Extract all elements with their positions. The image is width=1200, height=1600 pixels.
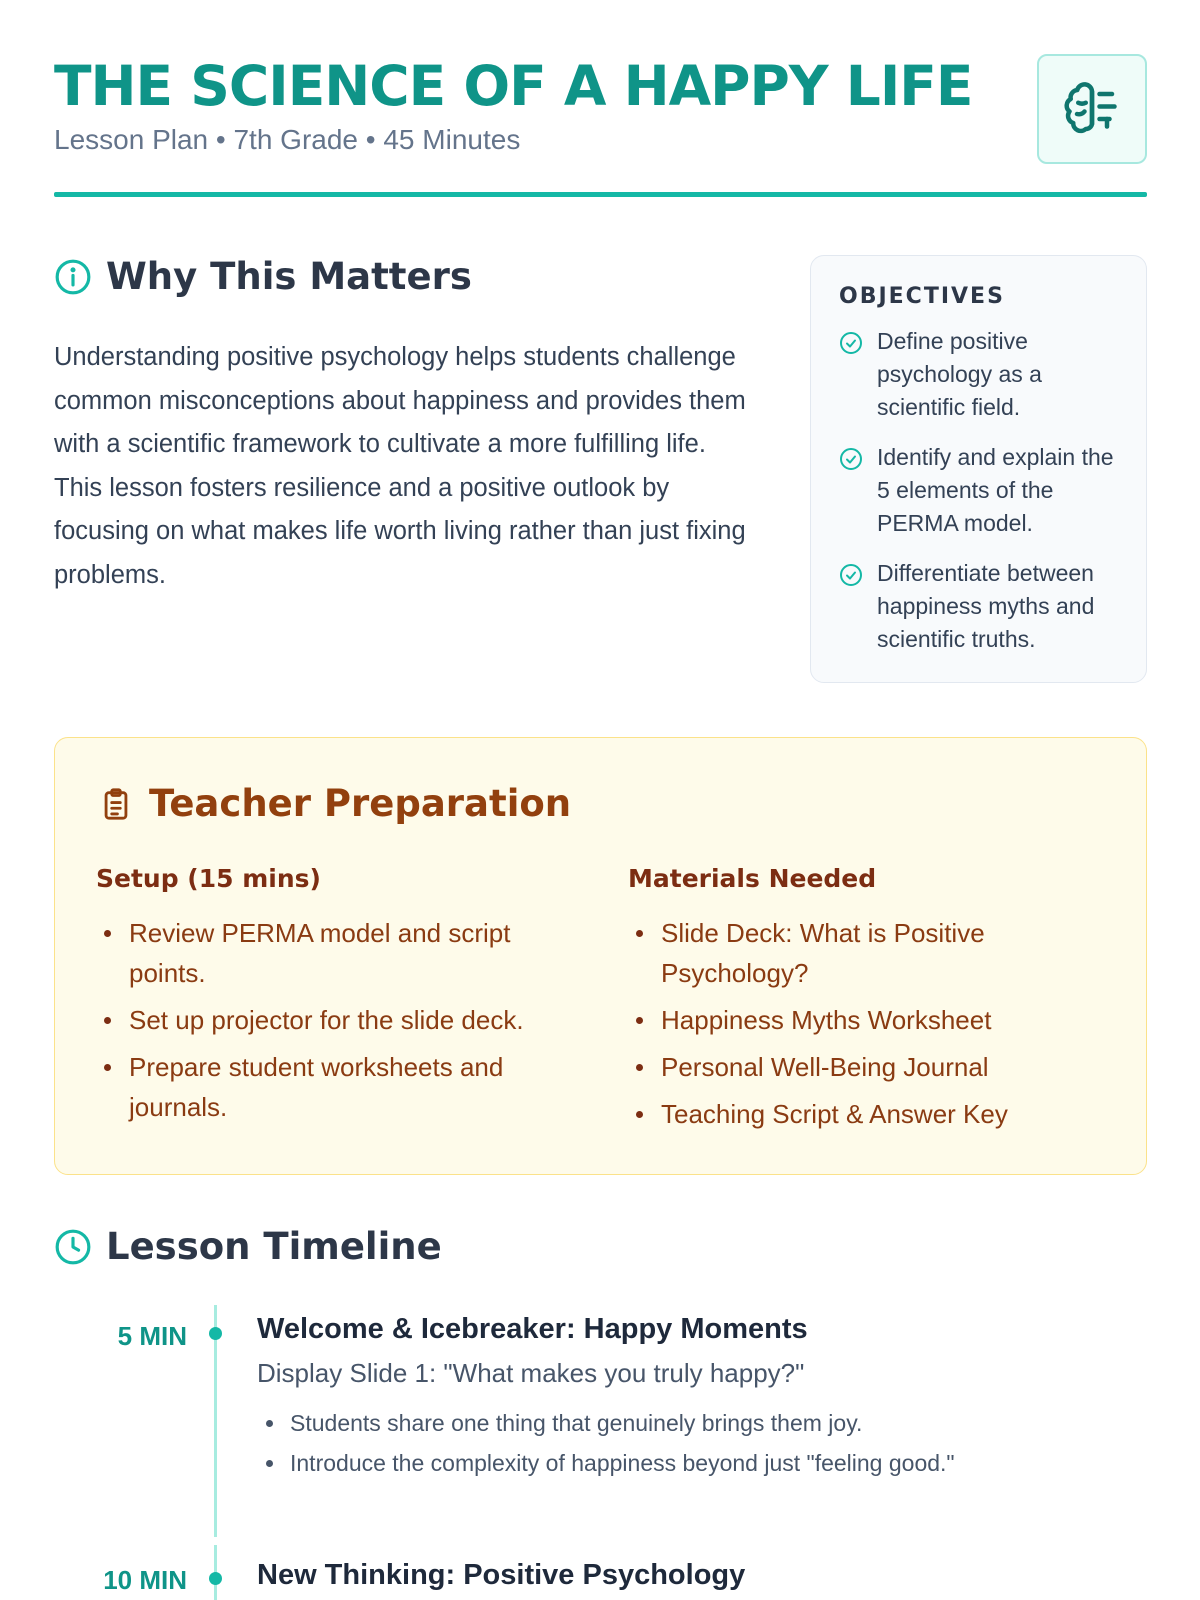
teacher-prep-card <box>54 737 1147 1175</box>
prep-heading <box>99 782 571 825</box>
material-item <box>628 1000 1098 1040</box>
timeline-duration: 5 MIN <box>117 1321 187 1351</box>
material-item-text: Slide Deck: What is Positive Psychology? <box>661 918 985 988</box>
check-circle-icon <box>839 447 863 471</box>
objectives-title: OBJECTIVES <box>839 284 1005 309</box>
materials-list <box>628 913 1098 1134</box>
objective-item <box>839 441 1124 540</box>
materials-title: Materials Needed <box>628 864 877 893</box>
info-icon <box>54 258 92 296</box>
setup-item <box>96 1000 566 1040</box>
prep-title: Teacher Preparation <box>149 782 572 825</box>
timeline-title: Lesson Timeline <box>106 1225 442 1268</box>
objectives-card <box>810 255 1147 683</box>
timeline-heading <box>54 1225 1147 1268</box>
brain-icon <box>1062 79 1122 139</box>
check-circle-icon <box>839 563 863 587</box>
setup-list <box>96 913 566 1127</box>
setup-item <box>96 913 566 993</box>
material-item <box>628 913 1098 993</box>
timeline-bullet-text: Introduce the complexity of happiness beyond just "feeling good." <box>290 1450 955 1476</box>
why-heading <box>54 255 754 298</box>
lesson-plan-page <box>54 0 1147 1600</box>
material-item <box>628 1047 1098 1087</box>
page-subtitle: Lesson Plan • 7th Grade • 45 Minutes <box>54 124 521 155</box>
logo-badge <box>1037 54 1147 164</box>
timeline-entry-title: Welcome & Icebreaker: Happy Moments <box>257 1313 808 1345</box>
setup-item-text: Prepare student worksheets and journals. <box>129 1052 504 1122</box>
timeline-duration: 10 MIN <box>103 1565 187 1595</box>
why-section <box>54 255 754 597</box>
objective-text: Identify and explain the 5 elements of the PERMA model. <box>877 444 1114 536</box>
why-body: Understanding positive psychology helps students challenge common misconceptions about happiness and provides them with a scientific framework to cultivate a more fulfilling life. This lesson fosters resilience and a positive outlook by focusing on what makes life worth living rather than just fixing problems. <box>54 343 746 589</box>
material-item <box>628 1094 1098 1134</box>
timeline-entry-desc: Display Slide 1: "What makes you truly happy?" <box>257 1358 805 1388</box>
clipboard-icon <box>99 785 133 823</box>
check-circle-icon <box>839 331 863 355</box>
timeline-content <box>257 1559 1137 1592</box>
material-item-text: Happiness Myths Worksheet <box>661 1005 992 1035</box>
objective-text: Differentiate between happiness myths and scientific truths. <box>877 560 1095 652</box>
header-divider <box>54 192 1147 197</box>
objective-text: Define positive psychology as a scientific field. <box>877 328 1042 420</box>
materials-column <box>628 864 1098 1141</box>
timeline-dot <box>209 1572 222 1585</box>
timeline-bullet-text: Students share one thing that genuinely brings them joy. <box>290 1410 863 1436</box>
timeline-dot <box>209 1327 222 1340</box>
timeline-content <box>257 1313 1137 1483</box>
lesson-timeline <box>54 1225 1147 1595</box>
timeline-bullet <box>257 1403 1137 1443</box>
objective-item <box>839 557 1124 656</box>
setup-item-text: Review PERMA model and script points. <box>129 918 511 988</box>
clock-icon <box>54 1228 92 1266</box>
timeline-entry-title: New Thinking: Positive Psychology <box>257 1559 746 1591</box>
page-title: THE SCIENCE OF A HAPPY LIFE <box>54 54 973 118</box>
material-item-text: Teaching Script & Answer Key <box>661 1099 1008 1129</box>
objective-item <box>839 325 1124 424</box>
setup-column <box>96 864 566 1134</box>
timeline-bullet <box>257 1443 1137 1483</box>
page-header <box>54 50 1147 200</box>
material-item-text: Personal Well-Being Journal <box>661 1052 989 1082</box>
why-title: Why This Matters <box>106 255 472 298</box>
timeline-bullets <box>257 1403 1137 1483</box>
setup-item-text: Set up projector for the slide deck. <box>129 1005 524 1035</box>
objectives-list <box>839 325 1124 656</box>
setup-title: Setup (15 mins) <box>96 864 321 893</box>
setup-item <box>96 1047 566 1127</box>
